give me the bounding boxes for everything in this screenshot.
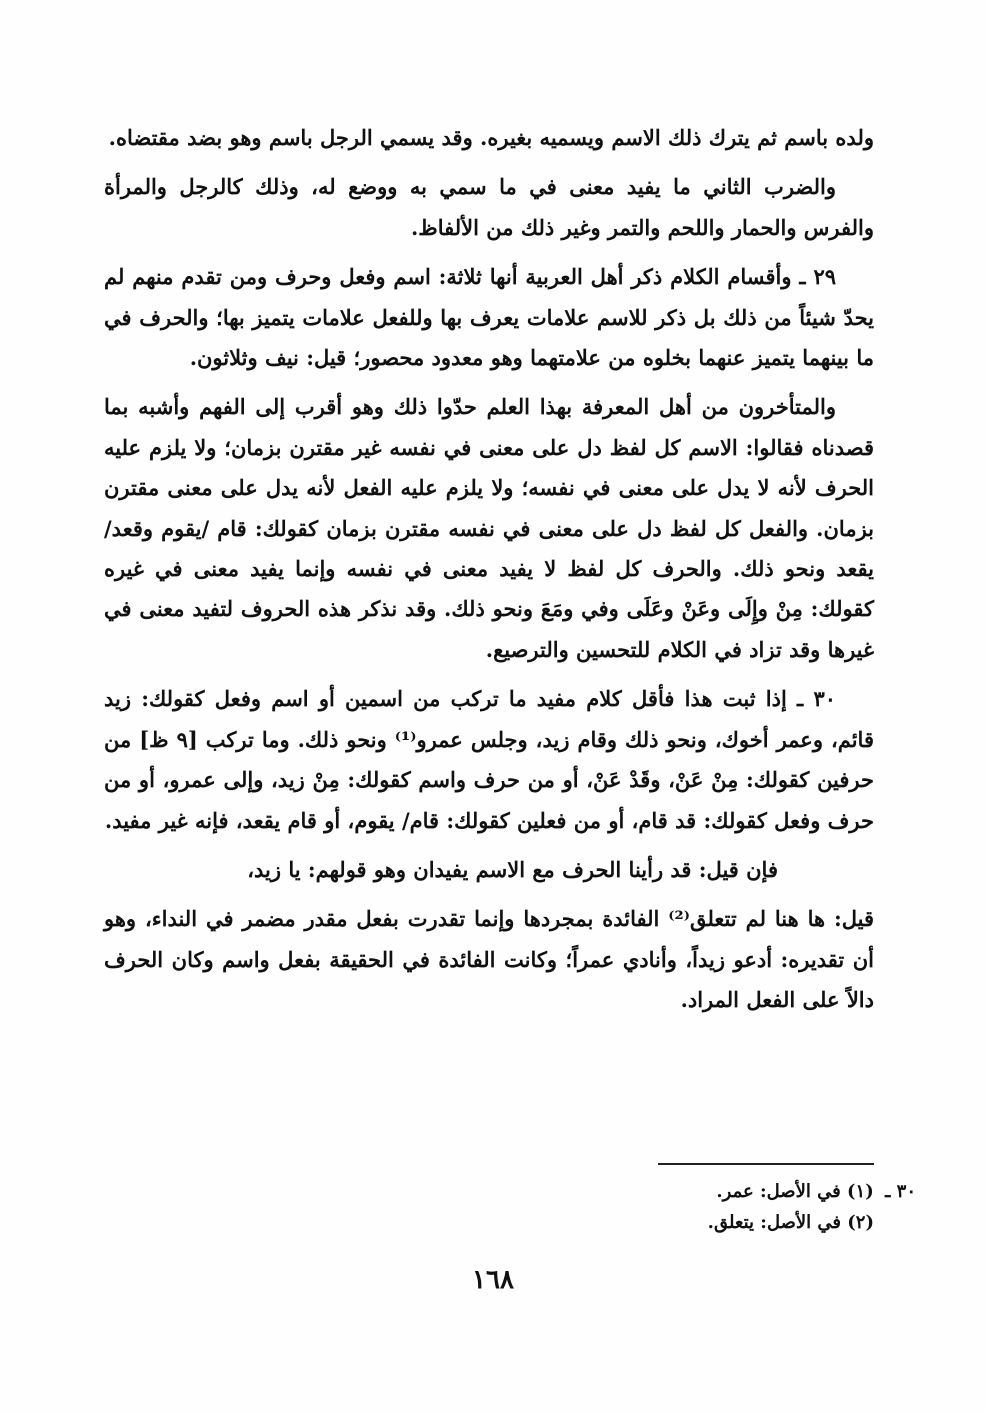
footnote-section-number: ٣٠ ـ [885, 1181, 916, 1202]
paragraph-second-kind: والضرب الثاني ما يفيد معنى في ما سمي به ووضع له، وذلك كالرجل والمرأة والفرس والحمار واللحم والتمر وغير ذلك من الألفاظ. [104, 174, 874, 240]
paragraph-objection: فإن قيل: قد رأينا الحرف مع الاسم يفيدان وهو قولهم: يا زيد، [247, 856, 778, 882]
footnotes [116, 1176, 916, 1238]
main-text [104, 118, 874, 1030]
paragraph-section-29: ٢٩ ـ وأقسام الكلام ذكر أهل العربية أنها ثلاثة: اسم وفعل وحرف ومن تقدم منهم لم يحدّ شيئاً من ذلك بل ذكر للاسم علامات يعرف بها وللفعل علامات يتميز بها؛ والحرف في ما بينهما يتميز عنهما بخلوه من علامتهما وهو معدود محصور؛ قيل: نيف وثلاثون. [104, 264, 874, 371]
paragraph-continuation: ولده باسم ثم يترك ذلك الاسم ويسميه بغيره. وقد يسمي الرجل باسم وهو بضد مقتضاه. [108, 125, 874, 150]
footnote-separator [658, 1163, 874, 1165]
footnote-1 [116, 1176, 916, 1207]
footnote-1-text: (١) في الأصل: عمر. [716, 1181, 874, 1202]
page-number: ١٦٨ [472, 1265, 514, 1295]
paragraph-answer: قيل: ها هنا لم تتعلق⁽²⁾ الفائدة بمجردها وإنما تقدرت بفعل مقدر مضمر في النداء، وهو أن تقديره: أدعو زيداً، وأنادي عمراً؛ وكانت الفائدة في الحقيقة بفعل واسم وكان الحرف دالاً على الفعل المراد. [104, 906, 874, 1013]
footnote-2-text: (٢) في الأصل: يتعلق. [707, 1212, 874, 1233]
paragraph-later-grammarians: والمتأخرون من أهل المعرفة بهذا العلم حدّوا ذلك وهو أقرب إلى الفهم وأشبه بما قصدناه فقالوا: الاسم كل لفظ دل على معنى في نفسه غير مقترن بزمان؛ ولا يلزم عليه الحرف لأنه لا يدل على معنى في نفسه؛ ولا يلزم عليه الفعل لأنه يدل على معنى مقترن بزمان. والفعل كل لفظ دل على معنى في نفسه مقترن بزمان كقولك: قام /يقوم وقعد/ يقعد ونحو ذلك. والحرف كل لفظ لا يفيد معنى في نفسه وإنما يفيد معنى في غيره كقولك: مِنْ وإِلَى وعَنْ وعَلَى وفي ومَعَ ونحو ذلك. وقد نذكر هذه الحروف لتفيد معنى في غيرها وقد تزاد في الكلام للتحسين والترصيع. [104, 394, 874, 662]
footnote-2 [116, 1207, 916, 1238]
paragraph-section-30: ٣٠ ـ إذا ثبت هذا فأقل كلام مفيد ما تركب من اسمين أو اسم وفعل كقولك: زيد قائم، وعمر أخوك، ونحو ذلك وقام زيد، وجلس عمرو⁽¹⁾ ونحو ذلك. وما تركب [٩ ظ] من حرفين كقولك: مِنْ عَنْ، وقَدْ عَنْ، أو من حرف واسم كقولك: مِنْ زيد، وإلى عمرو، أو من حرف وفعل كقولك: قد قام، أو من فعلين كقولك: قام/ يقوم، أو قام يقعد، فإنه غير مفيد. [104, 686, 874, 833]
